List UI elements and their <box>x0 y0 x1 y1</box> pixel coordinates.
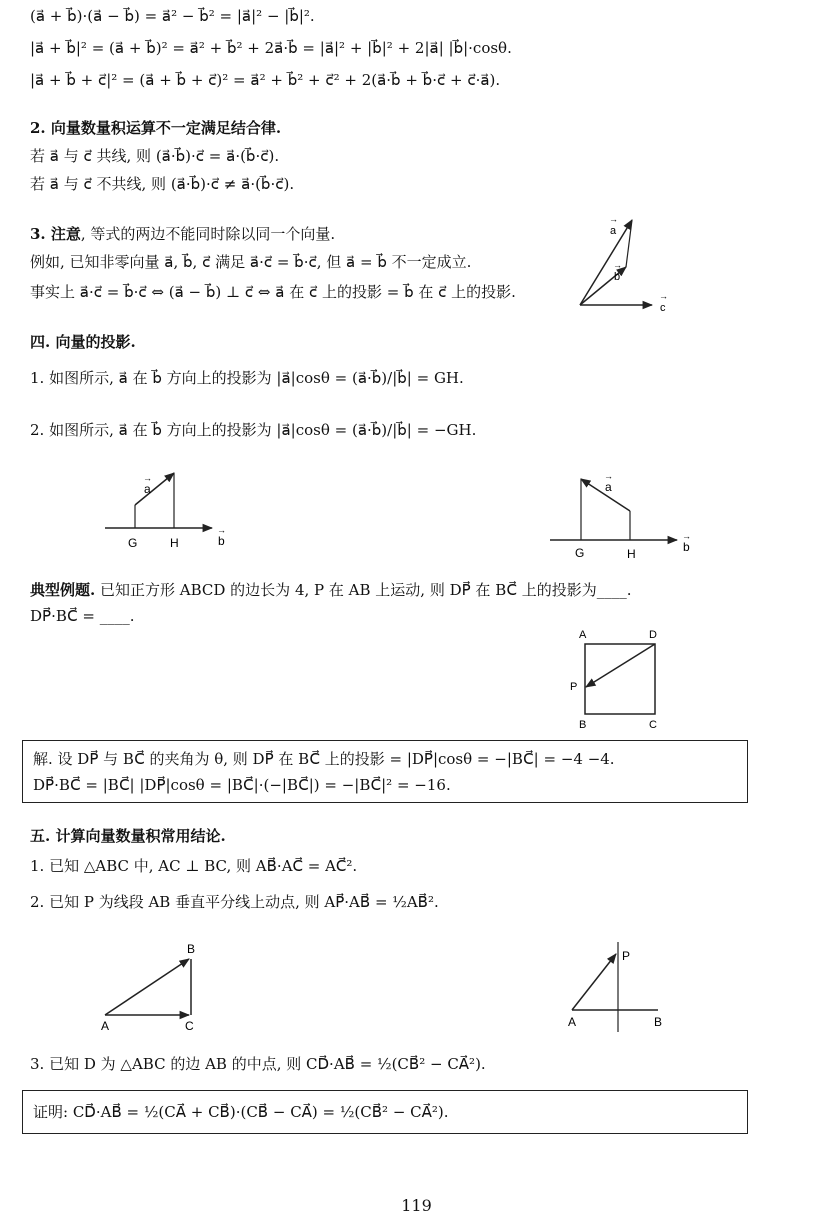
s5-conclusion-3: 3. 已知 D 为 △ABC 的边 AB 的中点, 则 CD⃗·AB⃗ = ½(CB⃗² − CA⃗²). <box>30 1055 486 1073</box>
label-c-arrow: → <box>659 291 668 301</box>
solution-box <box>22 740 748 803</box>
label-d: D <box>649 629 657 641</box>
figure-right-triangle <box>95 940 215 1035</box>
label-h: H <box>170 536 179 550</box>
section-3-title <box>30 224 335 244</box>
label-a: A <box>101 1019 110 1033</box>
figure-projection-negative <box>545 465 705 560</box>
proof-box <box>22 1090 748 1134</box>
vector-a-line <box>580 220 632 305</box>
label-a: a <box>144 482 151 496</box>
example-question <box>30 580 632 600</box>
label-a: A <box>579 629 587 641</box>
formula-difference-of-squares: (a⃗ + b⃗)·(a⃗ − b⃗) = a⃗² − b⃗² = |a⃗|² − |b⃗|². <box>30 7 315 25</box>
label-a: A <box>568 1015 577 1029</box>
square-abcd <box>585 644 655 714</box>
example-question-2: DP⃗·BC⃗ = ____. <box>30 607 135 625</box>
s5-conclusion-1: 1. 已知 △ABC 中, AC ⊥ BC, 则 AB⃗·AC⃗ = AC⃗². <box>30 857 358 875</box>
label-h: H <box>627 547 636 560</box>
label-b: B <box>579 719 587 731</box>
label-g: G <box>128 536 138 550</box>
label-c: C <box>185 1019 194 1033</box>
label-c: C <box>649 719 657 731</box>
s2-line-noncollinear: 若 a⃗ 与 c⃗ 不共线, 则 (a⃗·b⃗)·c⃗ ≠ a⃗·(b⃗·c⃗). <box>30 175 295 193</box>
figure-square-abcd <box>565 624 675 734</box>
s3-example-line: 例如, 已知非零向量 a⃗, b⃗, c⃗ 满足 a⃗·c⃗ = b⃗·c⃗, 但 a⃗ = b⃗ 不一定成立. <box>30 253 472 271</box>
label-b: b <box>683 540 690 554</box>
label-g: G <box>575 546 585 560</box>
label-b: B <box>654 1015 663 1029</box>
example-label: 典型例题. <box>30 581 96 599</box>
label-b: B <box>187 942 196 956</box>
label-b-arrow: → <box>217 525 226 535</box>
figure-projection-positive <box>100 465 240 550</box>
label-a-arrow: → <box>609 214 618 224</box>
page-number: 119 <box>401 1196 432 1215</box>
label-a-arrow: → <box>143 473 152 483</box>
label-b-arrow: → <box>682 531 691 541</box>
s2-line-collinear: 若 a⃗ 与 c⃗ 共线, 则 (a⃗·b⃗)·c⃗ = a⃗·(b⃗·c⃗). <box>30 147 280 165</box>
formula-sum-squared-two: |a⃗ + b⃗|² = (a⃗ + b⃗)² = a⃗² + b⃗² + 2a⃗·b⃗ = |a⃗|² + |b⃗|² + 2|a⃗| |b⃗|·cosθ. <box>30 39 512 57</box>
proof-line: 证明: CD⃗·AB⃗ = ½(CA⃗ + CB⃗)·(CB⃗ − CA⃗) = ½(CB⃗² − CA⃗²). <box>33 1103 449 1121</box>
s3-title-bold: 3. 注意 <box>30 225 81 243</box>
s3-fact-line: 事实上 a⃗·c⃗ = b⃗·c⃗ ⇔ (a⃗ − b⃗) ⊥ c⃗ ⇔ a⃗ 在 c⃗ 上的投影 = b⃗ 在 c⃗ 上的投影. <box>30 283 516 301</box>
section-5-title: 五. 计算向量数量积常用结论. <box>30 827 226 845</box>
formula-sum-squared-three: |a⃗ + b⃗ + c⃗|² = (a⃗ + b⃗ + c⃗)² = a⃗² + b⃗² + c⃗² + 2(a⃗·b⃗ + b⃗·c⃗ + c⃗·a⃗). <box>30 71 501 89</box>
label-b-arrow: → <box>613 260 622 270</box>
figure-perpendicular-bisector <box>560 940 680 1035</box>
s5-conclusion-2: 2. 已知 P 为线段 AB 垂直平分线上动点, 则 AP⃗·AB⃗ = ½AB⃗². <box>30 893 439 911</box>
solution-line-1: 解. 设 DP⃗ 与 BC⃗ 的夹角为 θ, 则 DP⃗ 在 BC⃗ 上的投影 = |DP⃗|cosθ = −|BC⃗| = −4 −4. <box>33 750 615 768</box>
solution-line-2: DP⃗·BC⃗ = |BC⃗| |DP⃗|cosθ = |BC⃗|·(−|BC⃗|) = −|BC⃗|² = −16. <box>33 776 451 794</box>
figure-vectors-abc <box>570 210 680 315</box>
s4-projection-positive: 1. 如图所示, a⃗ 在 b⃗ 方向上的投影为 |a⃗|cosθ = (a⃗·b⃗)/|b⃗| = GH. <box>30 369 464 387</box>
section-2-title: 2. 向量数量积运算不一定满足结合律. <box>30 119 282 137</box>
s3-title-rest: , 等式的两边不能同时除以同一个向量. <box>80 225 336 243</box>
label-p: P <box>570 681 578 693</box>
label-a: a <box>610 225 617 237</box>
label-b: b <box>218 534 225 548</box>
vector-a-line <box>135 473 174 505</box>
section-4-title: 四. 向量的投影. <box>30 333 136 351</box>
label-b: b <box>614 271 621 283</box>
label-p: P <box>622 949 631 963</box>
side-ab <box>105 959 189 1015</box>
label-a-arrow: → <box>604 471 613 481</box>
vector-ap-line <box>572 954 616 1010</box>
example-text: 已知正方形 ABCD 的边长为 4, P 在 AB 上运动, 则 DP⃗ 在 BC⃗ 上的投影为____. <box>95 581 632 599</box>
label-c: c <box>660 302 666 314</box>
s4-projection-negative: 2. 如图所示, a⃗ 在 b⃗ 方向上的投影为 |a⃗|cosθ = (a⃗·b⃗)/|b⃗| = −GH. <box>30 421 477 439</box>
vector-dp-line <box>586 644 655 687</box>
label-a: a <box>605 480 612 494</box>
